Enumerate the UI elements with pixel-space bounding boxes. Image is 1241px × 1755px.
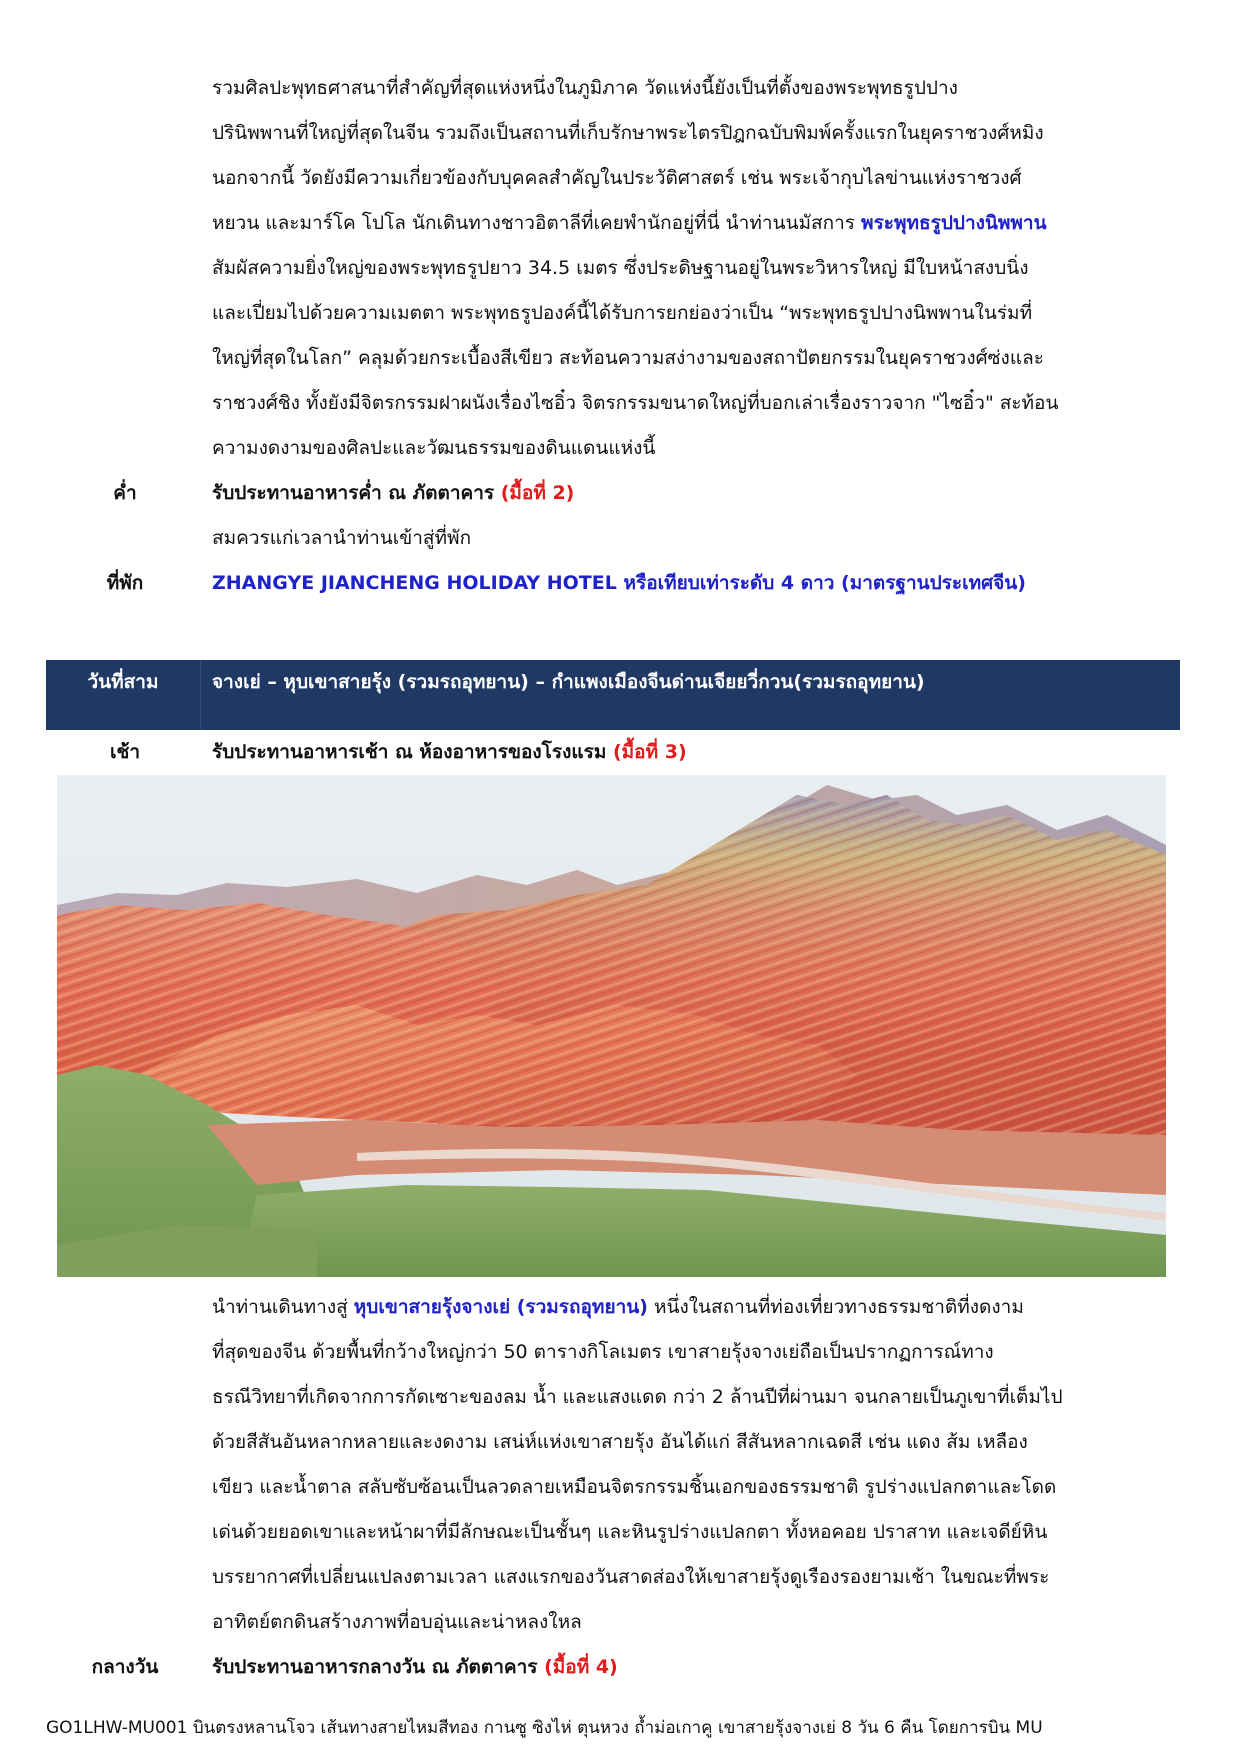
paragraph-line: ที่สุดของจีน ด้วยพื้นที่กว้างใหญ่กว่า 50 ตารางกิโลเมตร เขาสายรุ้งจางเย่ถือเป็นปรากฏการณ์ทาง bbox=[212, 1341, 994, 1363]
paragraph-text: นำท่านเดินทางสู่ bbox=[212, 1296, 354, 1318]
page-footer: GO1LHW-MU001 บินตรงหลานโจว เส้นทางสายไหมสีทอง กานซู ซิงไห่ ตุนหวง ถ้ำม่อเกาคู เขาสายรุ้งจางเย่ 8 วัน 6 คืน โดยการบิน MU bbox=[46, 1718, 1043, 1738]
paragraph-line: ด้วยสีสันอันหลากหลายและงดงาม เสน่ห์แห่งเขาสายรุ้ง อันได้แก่ สีสันหลากเฉดสี เช่น แดง ส้ม เหลือง bbox=[212, 1431, 1028, 1453]
lunch-description: รับประทานอาหารกลางวัน ณ ภัตตาคาร bbox=[212, 1656, 545, 1678]
breakfast-row bbox=[0, 730, 1241, 774]
breakfast-text bbox=[212, 730, 687, 774]
hotel-label: ที่พัก bbox=[106, 572, 144, 594]
lunch-row bbox=[0, 1645, 1241, 1689]
paragraph-text: หนึ่งในสถานที่ท่องเที่ยวทางธรรมชาติที่งดงาม bbox=[647, 1296, 1024, 1318]
check-in-note: สมควรแก่เวลานำท่านเข้าสู่ที่พัก bbox=[212, 527, 472, 549]
rainbow-mountains-photo bbox=[57, 775, 1166, 1277]
meal-number: (มื้อที่ 3) bbox=[612, 741, 687, 763]
breakfast-label: เช้า bbox=[109, 741, 141, 763]
paragraph-line: ธรณีวิทยาที่เกิดจากการกัดเซาะของลม น้ำ และแสงแดด กว่า 2 ล้านปีที่ผ่านมา จนกลายเป็นภูเขาที่เต็มไป bbox=[212, 1386, 1063, 1408]
reclining-buddha-highlight: พระพุทธรูปปางนิพพาน bbox=[861, 212, 1047, 234]
paragraph-line: นอกจากนี้ วัดยังมีความเกี่ยวข้องกับบุคคลสำคัญในประวัติศาสตร์ เช่น พระเจ้ากุบไลข่านแห่งราชวงศ์ bbox=[212, 167, 1022, 189]
dinner-row bbox=[0, 471, 1241, 515]
paragraph-line: เขียว และน้ำตาล สลับซับซ้อนเป็นลวดลายเหมือนจิตรกรรมชิ้นเอกของธรรมชาติ รูปร่างแปลกตาและโดด bbox=[212, 1476, 1057, 1498]
lunch-label: กลางวัน bbox=[91, 1656, 159, 1678]
day-label: วันที่สาม bbox=[87, 671, 159, 693]
paragraph-line: ปรินิพพานที่ใหญ่ที่สุดในจีน รวมถึงเป็นสถานที่เก็บรักษาพระไตรปิฎกฉบับพิมพ์ครั้งแรกในยุคราชวงศ์หมิง bbox=[212, 122, 1044, 144]
paragraph-line: ใหญ่ที่สุดในโลก” คลุมด้วยกระเบื้องสีเขียว สะท้อนความสง่างามของสถาปัตยกรรมในยุคราชวงศ์ซ่งและ bbox=[212, 347, 1044, 369]
dinner-label: ค่ำ bbox=[113, 482, 137, 504]
paragraph-line: และเปี่ยมไปด้วยความเมตตา พระพุทธรูปองค์นี้ได้รับการยกย่องว่าเป็น “พระพุทธรูปปางนิพพานในร่มที่ bbox=[212, 302, 1033, 324]
rainbow-mountains-highlight: หุบเขาสายรุ้งจางเย่ (รวมรถอุทยาน) bbox=[353, 1296, 648, 1318]
paragraph-line: ความงดงามของศิลปะและวัฒนธรรมของดินแดนแห่งนี้ bbox=[212, 437, 656, 459]
paragraph-line: สัมผัสความยิ่งใหญ่ของพระพุทธรูปยาว 34.5 เมตร ซึ่งประดิษฐานอยู่ในพระวิหารใหญ่ มีใบหน้าสงบนิ่ง bbox=[212, 257, 1029, 279]
paragraph-text: หยวน และมาร์โค โปโล นักเดินทางชาวอิตาลีที่เคยพำนักอยู่ที่นี่ นำท่านนมัสการ bbox=[212, 212, 862, 234]
paragraph-line bbox=[212, 1285, 1172, 1330]
paragraph-line: รวมศิลปะพุทธศาสนาที่สำคัญที่สุดแห่งหนึ่งในภูมิภาค วัดแห่งนี้ยังเป็นที่ตั้งของพระพุทธรูปปาง bbox=[212, 77, 958, 99]
hotel-row bbox=[0, 561, 1241, 605]
day-title: จางเย่ – หุบเขาสายรุ้ง (รวมรถอุทยาน) – กำแพงเมืองจีนด่านเจียยวี่กวน(รวมรถอุทยาน) bbox=[212, 671, 925, 693]
lunch-text bbox=[212, 1645, 618, 1689]
day-header-band bbox=[46, 660, 1180, 730]
band-divider bbox=[200, 660, 201, 730]
paragraph-line: อาทิตย์ตกดินสร้างภาพที่อบอุ่นและน่าหลงใหล bbox=[212, 1611, 582, 1633]
paragraph-line bbox=[212, 201, 1172, 246]
paragraph-line: บรรยากาศที่เปลี่ยนแปลงตามเวลา แสงแรกของวันสาดส่องให้เขาสายรุ้งดูเรืองรองยามเช้า ในขณะที่พระ bbox=[212, 1566, 1050, 1588]
paragraph-line: เด่นด้วยยอดเขาและหน้าผาที่มีลักษณะเป็นชั้นๆ และหินรูปร่างแปลกตา ทั้งหอคอย ปราสาท และเจดีย์หิน bbox=[212, 1521, 1048, 1543]
hotel-name: ZHANGYE JIANCHENG HOLIDAY HOTEL หรือเทียบเท่าระดับ 4 ดาว (มาตรฐานประเทศจีน) bbox=[212, 572, 1026, 594]
breakfast-description: รับประทานอาหารเช้า ณ ห้องอาหารของโรงแรม bbox=[212, 741, 613, 763]
dinner-description: รับประทานอาหารค่ำ ณ ภัตตาคาร bbox=[212, 482, 501, 504]
paragraph-line: ราชวงศ์ชิง ทั้งยังมีจิตรกรรมฝาผนังเรื่องไซอิ๋ว จิตรกรรมขนาดใหญ่ที่บอกเล่าเรื่องราวจาก "ไซอิ๋ว" สะท้อน bbox=[212, 392, 1059, 414]
meal-number: (มื้อที่ 4) bbox=[544, 1656, 618, 1678]
meal-number: (มื้อที่ 2) bbox=[500, 482, 575, 504]
dinner-text bbox=[212, 471, 574, 515]
